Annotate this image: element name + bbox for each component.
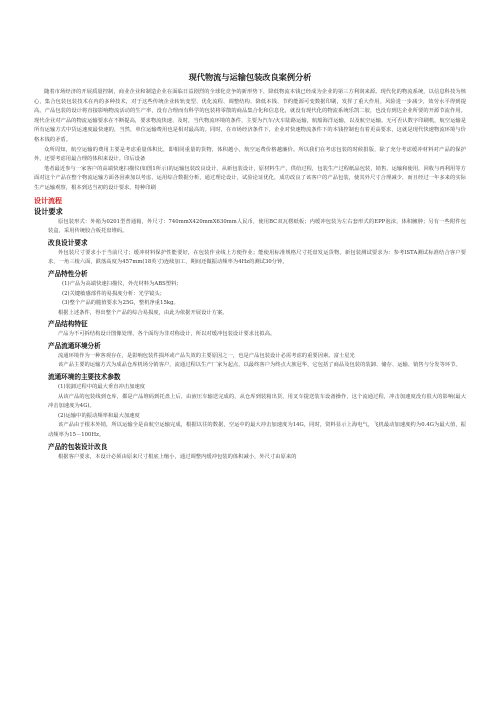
section-design-requirements: 设计要求 xyxy=(34,206,63,216)
structure-paragraph: 产品为不可拆结构设计图像处理，各个面均为非对称设计，所以对缓冲包装设计要求比拟高。 xyxy=(58,331,276,338)
heading-structure: 产品结构特征 xyxy=(48,320,88,329)
intro-paragraph-1: 随着市场经济的开展质量控制，商业企业和制造企业在面临日益剧烈的全球化竞争的新形势下，降低物流本钱已经成为企业的第三方利润来源。现代化的物流系统，以信息科技为核心，集合包装包装技术在内的多种技术，对于这些传统企业转轨变型、优化流程、调整结构、降低本钱、节约能源可变数据印刷，发挥了重大作用。风险进一步减少，效劳水平得到提高。产品包装的设计将直接影响物流活动的生产率，没有合理而有科学的包装将零散的商品集合化和信息化，就没有现代化的物流系统乐凯二胶，也没有到达企业所要的开源节流作用。现代企业对产品的物流运输要求在不断提高，要求物流快速、及时，当代物流环境的条件，主要为汽车/火车陆路运输，航船海洋运输，以及航空运输。无可否认数字印刷机，航空运输是所有运输方式中货运速度最快速的，当然，单位运输费用也是相对最高的。同时，在市场经济条件下，企业对快速物流条件下的本钱控制也有着更高要求，这就是现代快速物流环境与价格本钱的矛盾。 xyxy=(34,89,466,143)
feature-item-1: (1)产品为高端快速扫描仪，外壳材料为ABS塑料； xyxy=(62,280,182,287)
document-title: 现代物流与运输包装改良案例分析 xyxy=(188,72,312,82)
env-item-2: (2)运输中的振动频率和最大加速度 xyxy=(58,412,140,419)
heading-product-features: 产品特性分析 xyxy=(48,269,88,278)
env-paragraph-2: 该产品由于根本外销，所以运输全是由航空运输完成，根据以往的数据，空运中的最大冲击加速度为14G，同时，资料显示上海电气，飞机最动加速度约为0.4G为最大值，振动频率为15－100Hz。 xyxy=(48,422,466,439)
improve-requirements-paragraph: 外包装尺寸要求小于当前尺寸；缓冲材料保护性能要好，在包装作业线上方便作业；能使用标准规格尺寸托盘发运货物。新包装测试要求为：参考ISTA测试标准结合客户要求，一角三棱六面，跌落高度为457mm(18英寸)连续加工，期间还做振动频率为4Hz的测试30分钟。 xyxy=(48,249,466,266)
circulation-paragraph-1: 流通环境作为一种客观存在，是影响包装件损坏或产品失效的主要原因之一，也是产品包装设计必需考虑的重要因素。富士星光 xyxy=(58,352,355,359)
heading-circulation: 产品流通环境分析 xyxy=(48,341,101,350)
packaging-design-paragraph: 根据客户要求，本设计必须由原来尺寸根底上缩小，通过调整内缓冲包装的体积减小，外尺寸由原来的 xyxy=(58,453,297,460)
heading-env-params: 流通环境的主要技术参数 xyxy=(48,373,121,382)
env-item-1: (1)装卸过程中的最大垂直冲击加速度 xyxy=(58,384,146,391)
env-paragraph-1: 从该产品的包装线到仓库，都是产品堆码到托盘上后，由液压车输送完成的，从仓库到装箱出货，用叉车提送装车设备操作，这个流通过程，冲击加速度没有很大的影响(最大冲击加速度为4G)。 xyxy=(48,393,466,410)
features-note-paragraph: 根据上述条件，得出整个产品的综合易损度，由此为依据开展设计方案。 xyxy=(58,309,228,316)
feature-item-3: (3)整个产品的脆值要求为25G，整机净重15kg。 xyxy=(62,300,179,307)
heading-packaging-design: 产品的包装设计改良 xyxy=(48,442,108,451)
section-design-flow: 设计流程 xyxy=(34,196,62,205)
heading-improve-requirements: 改良设计要求 xyxy=(48,238,88,247)
requirements-paragraph: 原包装形式：外箱为0201型普通箱，外尺寸：740mmX420mmX630mm人民币，使用BC双瓦楞纸板；内缓冲包装为左右套形式的EPP泡沫，体积臃肿；另有一些附件包装盒，采用传统胶合板托盘堆码。 xyxy=(48,218,466,235)
intro-paragraph-2: 众所周知，航空运输的费用主要是考虑重量体积比，即相同重量的货物，体积越小，航空运费价格越廉价。所以我们在考虑包装的时候捐版，除了充分考虑缓冲材料对产品的保护外，还要考虑用最合理的体积来设计。印后设备 xyxy=(34,146,466,163)
circulation-paragraph-2: 该产品主要的运输方式为成品仓库机场分销客户，流通过程以生产厂家为起点，以最终客户为终点大族冠华，它包括了商品及包装的装卸、储存、运输、销售与分发等环节。 xyxy=(58,362,461,369)
document-page xyxy=(34,72,466,462)
feature-item-2: (2)关键敏感部件的易损度分析：光学镜头； xyxy=(62,290,165,297)
intro-paragraph-3: 笔者最近参与一家客户的高端快速扫描仪(如图1所示)的运输包装改良设计，从新包装设计，原材料生产，供给过程，包装生产过程纸品包装，销售、运输和使用，回收与再利用等方面对这个产品在整个物流运输方面各因素加以考虑，运用综合数据分析，通过理论设计，试验论证优化，成功改良了该客户的产品包装，使其外尺寸合理减少，而且经过一年多来的实际生产运输观察，根本到达当初的设计要求。特种印刷 xyxy=(34,165,466,191)
